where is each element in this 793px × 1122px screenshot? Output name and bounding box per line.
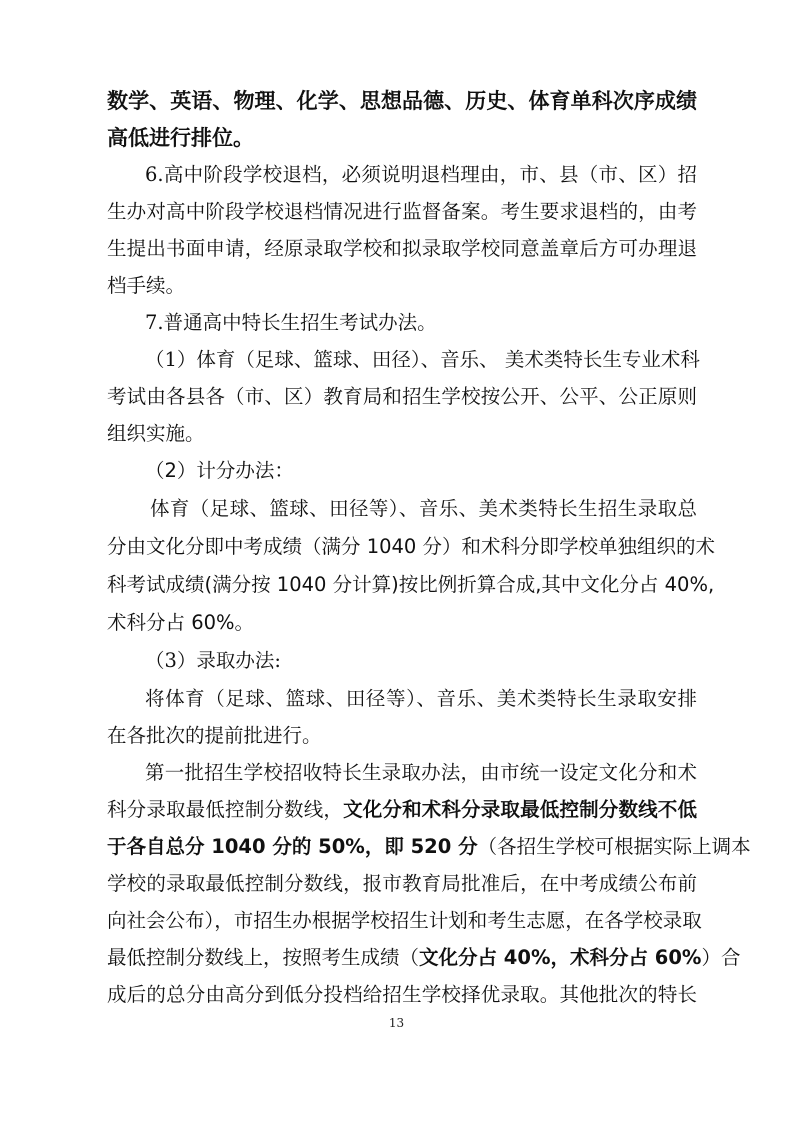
paragraph-line: [107, 830, 751, 864]
line-segment: 最低控制分数线上，按照考生成绩（: [107, 946, 420, 969]
paragraph-line: 成后的总分由高分到低分投档给招生学校择优录取。其他批次的特长: [107, 983, 697, 1006]
page-number: 13: [388, 1016, 405, 1030]
paragraph-line: 第一批招生学校招收特长生录取办法，由市统一设定文化分和术: [145, 761, 697, 784]
paragraph-line: 6.高中阶段学校退档，必须说明退档理由，市、县（市、区）招: [145, 163, 697, 186]
line-segment: 科分录取最低控制分数线，: [107, 798, 344, 821]
emphasis-text: 于各自总分 1040 分的 50%，即 520 分: [107, 835, 478, 858]
paragraph-line: 考试由各县各（市、区）教育局和招生学校按公开、公平、公正原则: [107, 385, 697, 408]
paragraph-line: 术科分占 60%。: [107, 611, 255, 634]
line-segment: ）合: [701, 946, 741, 969]
paragraph-line: （1）体育（足球、篮球、田径）、音乐、 美术类特长生专业术科: [145, 348, 700, 371]
paragraph-line: 向社会公布），市招生办根据学校招生计划和考生志愿，在各学校录取: [107, 909, 702, 932]
paragraph-line: 科考试成绩(满分按 1040 分计算)按比例折算合成,其中文化分占 40%,: [107, 573, 715, 596]
paragraph-line: 高低进行排位。: [107, 126, 254, 150]
paragraph-line: 分由文化分即中考成绩（满分 1040 分）和术科分即学校单独组织的术: [107, 535, 716, 558]
subsection-heading: （3）录取办法:: [145, 649, 281, 672]
subsection-heading: （2）计分办法：: [145, 459, 294, 482]
emphasis-text: 文化分和术科分录取最低控制分数线不低: [343, 798, 697, 821]
paragraph-line: 生提出书面申请，经原录取学校和拟录取学校同意盖章后方可办理退: [107, 237, 697, 260]
paragraph-line: 档手续。: [107, 274, 186, 297]
paragraph-line: 数学、英语、物理、化学、思想品德、历史、体育单科次序成绩: [107, 89, 697, 113]
line-segment: （各招生学校可根据实际上调本: [477, 835, 751, 858]
paragraph-line: 将体育（足球、篮球、田径等）、音乐、美术类特长生录取安排: [145, 687, 697, 710]
paragraph-line: 在各批次的提前批进行。: [107, 724, 322, 747]
paragraph-line: 体育（足球、篮球、田径等）、音乐、美术类特长生招生录取总: [150, 497, 697, 520]
paragraph-line: [107, 793, 697, 827]
paragraph-line: 生办对高中阶段学校退档情况进行监督备案。考生要求退档的，由考: [107, 200, 697, 223]
paragraph-line: [107, 941, 741, 975]
paragraph-line: 学校的录取最低控制分数线，报市教育局批准后，在中考成绩公布前: [107, 872, 697, 895]
emphasis-text: 文化分占 40%，术科分占 60%: [419, 946, 702, 969]
paragraph-line: 组织实施。: [107, 422, 205, 445]
section-heading: 7.普通高中特长生招生考试办法。: [145, 311, 437, 334]
